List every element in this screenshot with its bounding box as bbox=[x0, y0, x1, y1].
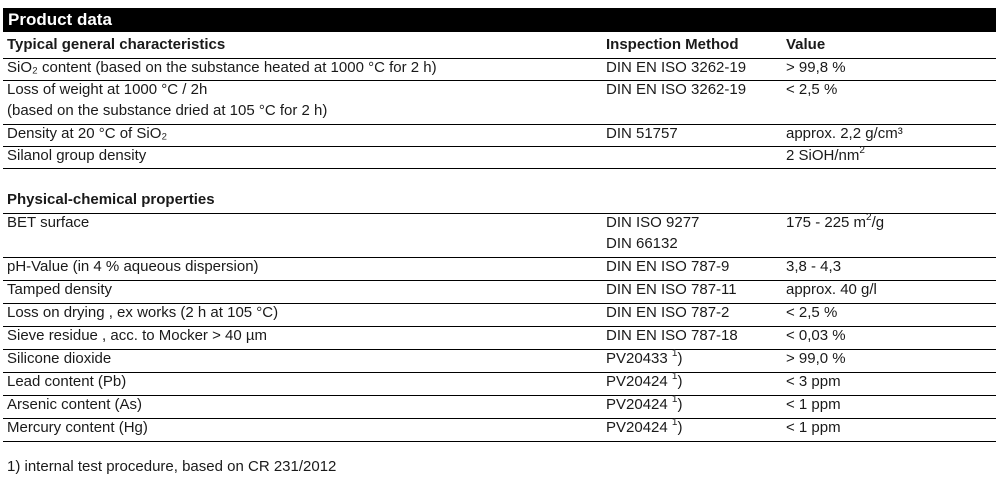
property-cell-line2: (based on the substance dried at 105 °C for 2 h) bbox=[7, 102, 328, 119]
value-cell: < 1 ppm bbox=[786, 396, 841, 413]
column-header-value: Value bbox=[786, 36, 826, 53]
table-row bbox=[3, 396, 996, 419]
table-row bbox=[3, 147, 996, 169]
product-data-table bbox=[3, 36, 996, 442]
table-row bbox=[3, 125, 996, 147]
table-row bbox=[3, 350, 996, 373]
property-cell: Mercury content (Hg) bbox=[7, 419, 148, 436]
table-row bbox=[3, 59, 996, 81]
method-cell: DIN EN ISO 787-9 bbox=[606, 258, 730, 275]
property-cell: pH-Value (in 4 % aqueous dispersion) bbox=[7, 258, 259, 275]
table-row bbox=[3, 258, 996, 281]
value-cell: < 2,5 % bbox=[786, 304, 838, 321]
table-row bbox=[3, 214, 996, 258]
property-cell: Lead content (Pb) bbox=[7, 373, 127, 390]
method-cell: DIN EN ISO 787-18 bbox=[606, 327, 738, 344]
method-cell-line2: DIN 66132 bbox=[606, 235, 678, 252]
property-cell: BET surface bbox=[7, 214, 90, 231]
table-row bbox=[3, 81, 996, 125]
value-cell: 3,8 - 4,3 bbox=[786, 258, 842, 275]
property-cell: Arsenic content (As) bbox=[7, 396, 143, 413]
table-row bbox=[3, 373, 996, 396]
table-row bbox=[3, 304, 996, 327]
property-cell: Silicone dioxide bbox=[7, 350, 112, 367]
table-row bbox=[3, 419, 996, 442]
value-cell: approx. 2,2 g/cm³ bbox=[786, 125, 903, 142]
value-cell: < 1 ppm bbox=[786, 419, 841, 436]
method-cell: DIN ISO 9277 bbox=[606, 214, 700, 231]
value-cell: approx. 40 g/l bbox=[786, 281, 877, 298]
value-cell: 2 SiOH/$nm^2$ bbox=[786, 145, 865, 164]
property-cell: Silanol group density bbox=[7, 147, 147, 164]
section-heading: Typical general characteristics bbox=[7, 36, 226, 53]
property-cell: SiO₂ content (based on the substance heated at 1000 °C for 2 h) bbox=[7, 59, 437, 76]
method-cell: PV20424 $^1$) bbox=[606, 417, 683, 436]
table-row bbox=[3, 327, 996, 350]
table-row bbox=[3, 281, 996, 304]
section-header-general bbox=[3, 36, 996, 59]
property-cell: Sieve residue , acc. to Mocker > 40 µm bbox=[7, 327, 268, 344]
page-title: Product data bbox=[3, 8, 996, 32]
method-cell: PV20424 $^1$) bbox=[606, 371, 683, 390]
value-cell: > 99,8 % bbox=[786, 59, 846, 76]
method-cell: DIN EN ISO 3262-19 bbox=[606, 59, 747, 76]
value-cell: 175 - 225 $m^2/g$ bbox=[786, 212, 885, 231]
method-cell: PV20433 $^1$) bbox=[606, 348, 683, 367]
method-cell: DIN EN ISO 787-11 bbox=[606, 281, 737, 298]
value-cell: > 99,0 % bbox=[786, 350, 846, 367]
value-cell: < 2,5 % bbox=[786, 81, 838, 98]
value-cell: < 3 ppm bbox=[786, 373, 841, 390]
property-cell: Tamped density bbox=[7, 281, 113, 298]
section-header-physical-chemical bbox=[3, 191, 996, 214]
footnote: 1) internal test procedure, based on CR 231/2012 bbox=[7, 458, 337, 475]
section-heading: Physical-chemical properties bbox=[7, 191, 215, 208]
value-cell: < 0,03 % bbox=[786, 327, 846, 344]
method-cell: DIN 51757 bbox=[606, 125, 678, 142]
method-cell: DIN EN ISO 3262-19 bbox=[606, 81, 747, 98]
column-header-method: Inspection Method bbox=[606, 36, 739, 53]
method-cell: DIN EN ISO 787-2 bbox=[606, 304, 730, 321]
property-cell: Loss of weight at 1000 °C / 2h bbox=[7, 81, 208, 98]
property-cell: Loss on drying , ex works (2 h at 105 °C) bbox=[7, 304, 279, 321]
property-cell: Density at 20 °C of SiO₂ bbox=[7, 125, 168, 142]
method-cell: PV20424 $^1$) bbox=[606, 394, 683, 413]
